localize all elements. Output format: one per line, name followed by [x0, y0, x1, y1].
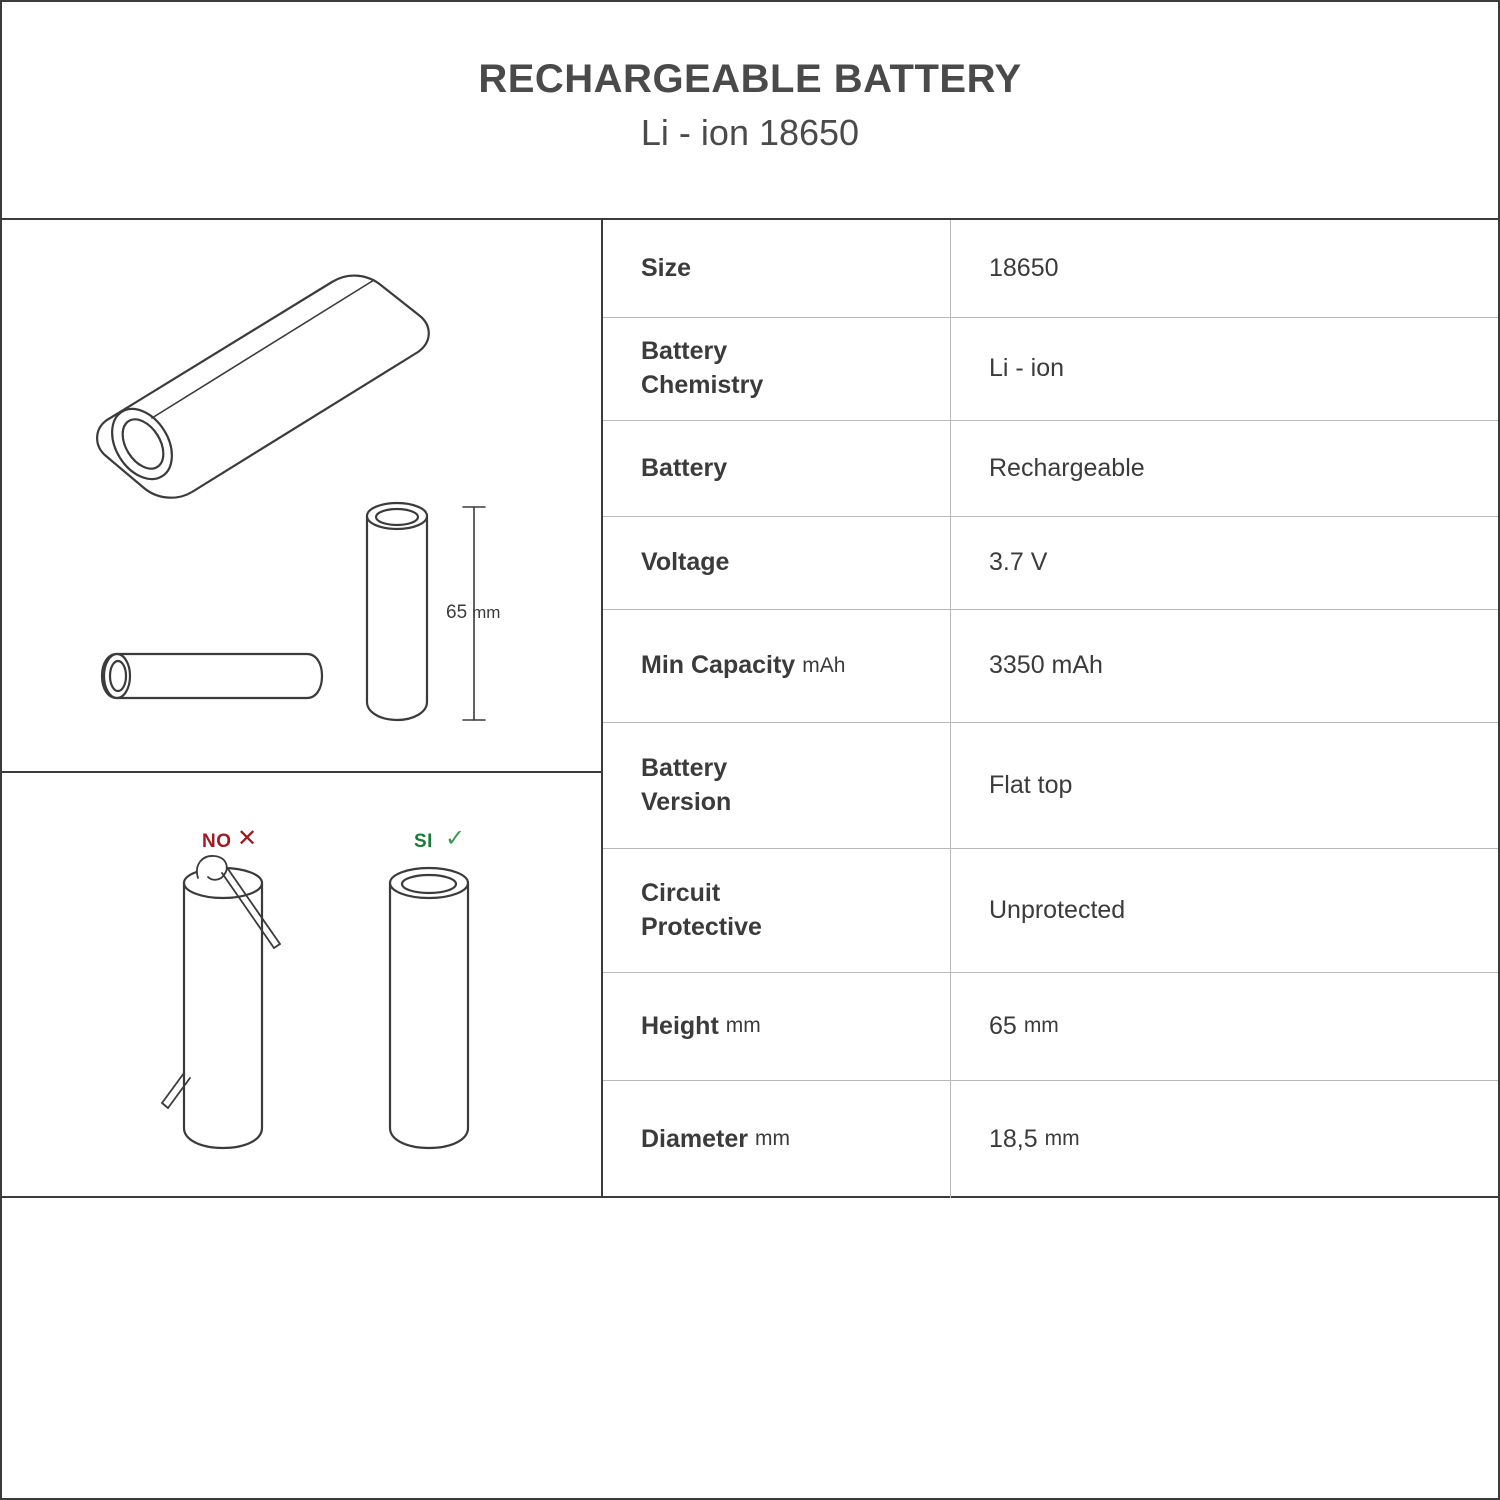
- spec-key: [603, 849, 951, 972]
- title-block: [2, 2, 1498, 220]
- spec-key-text: Battery: [641, 453, 728, 482]
- spec-value-text: Rechargeable: [989, 453, 1145, 482]
- spec-value: [951, 1081, 1498, 1198]
- spec-value-text: Li - ion: [989, 354, 1065, 383]
- spec-key-text-line2: Version: [641, 787, 732, 816]
- spec-value: [951, 318, 1498, 420]
- cross-icon: ✕: [237, 825, 258, 852]
- spec-value-unit: mm: [1044, 1127, 1080, 1151]
- spec-value-text: 3.7 V: [989, 548, 1048, 577]
- spec-key-unit: mm: [725, 1014, 761, 1038]
- table-row: [603, 723, 1498, 849]
- blank-footer-area: [2, 1198, 1498, 1498]
- tabbed-vs-flat-drawing: [2, 773, 601, 1196]
- spec-value: [951, 723, 1498, 848]
- table-row: [603, 973, 1498, 1081]
- spec-key-text-line2: Protective: [641, 912, 762, 941]
- spec-key-text: Diameter: [641, 1124, 748, 1153]
- spec-key-unit: mAh: [802, 653, 846, 677]
- label-not-allowed: NO: [202, 831, 232, 852]
- spec-key-text: Size: [641, 253, 692, 282]
- label-allowed: SI: [414, 831, 433, 852]
- height-dimension-label: 65 mm: [446, 602, 501, 623]
- spec-key-text: Height: [641, 1011, 719, 1040]
- spec-key-unit: mm: [755, 1127, 790, 1151]
- spec-value: [951, 421, 1498, 516]
- spec-value-text: 3350 mAh: [989, 651, 1103, 680]
- page-title: RECHARGEABLE BATTERY: [478, 56, 1022, 101]
- battery-views-drawing: [2, 220, 601, 771]
- spec-value: [951, 610, 1498, 722]
- usage-guidance-panel: [2, 773, 603, 1198]
- spec-key: [603, 421, 951, 516]
- spec-key: [603, 220, 951, 317]
- table-row: [603, 517, 1498, 610]
- spec-key: [603, 723, 951, 848]
- spec-key-text: Circuit: [641, 878, 721, 907]
- spec-value-unit: mm: [1023, 1014, 1059, 1038]
- spec-value: [951, 973, 1498, 1080]
- check-icon: ✓: [445, 825, 466, 852]
- spec-key-text: Battery: [641, 753, 728, 782]
- spec-key-text: Voltage: [641, 548, 730, 577]
- page-subtitle: Li - ion 18650: [640, 111, 860, 153]
- spec-key: [603, 610, 951, 722]
- spec-value-text: Flat top: [989, 770, 1073, 799]
- table-row: [603, 1081, 1498, 1198]
- spec-key: [603, 517, 951, 609]
- spec-key: [603, 973, 951, 1080]
- table-row: [603, 610, 1498, 723]
- battery-illustration-panel: [2, 220, 603, 773]
- spec-value-text: 65: [989, 1011, 1017, 1040]
- spec-value-text: Unprotected: [989, 895, 1126, 924]
- spec-value: [951, 849, 1498, 972]
- spec-value: [951, 220, 1498, 317]
- spec-key-text-line2: Chemistry: [641, 371, 764, 399]
- table-row: [603, 421, 1498, 517]
- specification-table: [603, 220, 1498, 1198]
- spec-value-text: 18,5: [989, 1124, 1038, 1153]
- table-row: [603, 318, 1498, 421]
- spec-key-text: Min Capacity: [641, 651, 796, 680]
- spec-key: [603, 318, 951, 420]
- table-row: [603, 849, 1498, 973]
- table-row: [603, 220, 1498, 318]
- spec-key: [603, 1081, 951, 1198]
- spec-value: [951, 517, 1498, 609]
- spec-value-text: 18650: [989, 253, 1059, 282]
- spec-key-text: Battery: [641, 337, 728, 366]
